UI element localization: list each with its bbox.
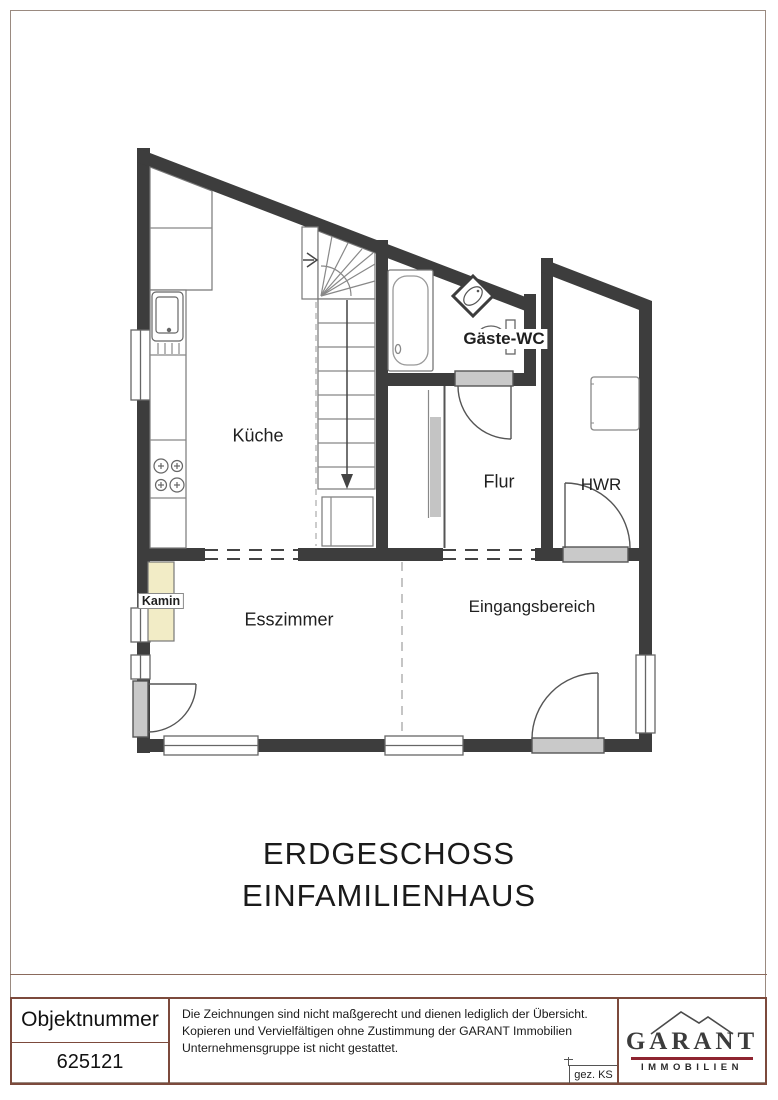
- stair-entry: [302, 227, 318, 299]
- drawing-title: [0, 833, 778, 917]
- room-label-esszimmer: Esszimmer: [244, 609, 334, 630]
- left-small-window: [131, 655, 150, 679]
- logo-name: GARANT: [625, 1028, 759, 1055]
- room-label-hwr: HWR: [580, 475, 622, 494]
- entry-door: [532, 673, 604, 753]
- dining-window: [164, 736, 258, 755]
- disclaimer-line-3: Unternehmensgruppe ist nicht gestattet.: [182, 1041, 399, 1055]
- disclaimer-line-2: Kopieren und Vervielfältigen ohne Zustimmung der GARANT Immobilien: [182, 1024, 572, 1038]
- washer-icon: [591, 377, 639, 430]
- staircase: [302, 227, 375, 546]
- disclaimer-line-1: Die Zeichnungen sind nicht maßgerecht und dienen lediglich der Übersicht.: [182, 1007, 588, 1021]
- garant-logo: [626, 1009, 758, 1073]
- signed-label: gez. KS: [569, 1065, 617, 1083]
- title-line-building: EINFAMILIENHAUS: [241, 878, 537, 913]
- kitchen-counter: [150, 167, 212, 548]
- entrance-window: [385, 736, 463, 755]
- stair-closet: [322, 497, 373, 546]
- guest-wc-fixtures: [388, 270, 515, 371]
- disclaimer-cell: [170, 999, 619, 1083]
- windows: [131, 330, 655, 755]
- object-number-cell: [12, 999, 170, 1083]
- right-wall-window: [636, 655, 655, 733]
- object-number-label: Objektnummer: [12, 999, 168, 1043]
- sliding-door: [430, 417, 441, 517]
- logo-underline: [631, 1057, 753, 1060]
- logo-cell: [619, 999, 765, 1083]
- bathtub-icon: [388, 270, 433, 371]
- title-block-table: [10, 997, 767, 1085]
- object-number-value: 625121: [56, 1051, 124, 1074]
- flur-niche: [429, 386, 445, 548]
- walls: [137, 148, 652, 753]
- room-label-gaeste-wc: Gäste-WC: [460, 329, 547, 349]
- wc-hall-door: [455, 371, 513, 439]
- title-line-floor: ERDGESCHOSS: [262, 836, 516, 871]
- footer-divider-line: [10, 974, 767, 975]
- kamin-window: [131, 608, 150, 642]
- logo-subtitle: IMMOBILIEN: [641, 1062, 743, 1073]
- room-label-kamin: Kamin: [138, 593, 184, 609]
- room-label-kueche: Küche: [232, 425, 284, 446]
- room-label-flur: Flur: [483, 471, 515, 492]
- room-label-eingangsbereich: Eingangsbereich: [468, 597, 596, 616]
- dining-terrace-door: [133, 681, 196, 737]
- kitchen-window: [131, 330, 150, 400]
